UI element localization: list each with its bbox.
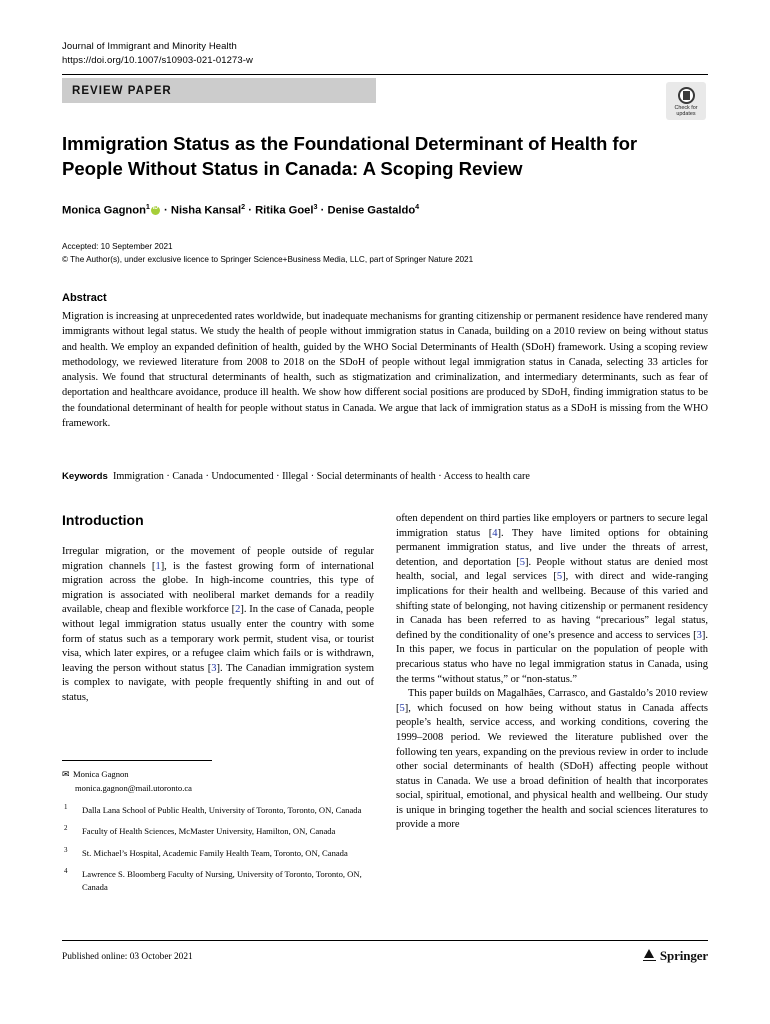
author-name[interactable]: Ritika Goel [255,204,314,217]
affiliation-text: Lawrence S. Bloomberg Faculty of Nursing, University of Toronto, Toronto, ON, Canada [82,869,362,892]
corresponding-author-email[interactable]: monica.gagnon@mail.utoronto.ca [75,783,192,794]
published-online-date: Published online: 03 October 2021 [62,952,193,962]
publisher-name: Springer [659,948,708,963]
author-affil-marker: 1 [145,202,150,211]
citation-link[interactable]: 1 [155,560,161,572]
footer-divider [62,940,708,941]
crossmark-icon [678,87,695,104]
paragraph-text: Irregular migration, or the movement of people outside of regular migration channels [ [62,546,374,572]
affiliation-item [62,868,382,893]
accepted-date: Accepted: 10 September 2021 [62,242,173,251]
citation-link[interactable]: 5 [519,556,525,568]
corresponding-author [62,768,374,795]
journal-name: Journal of Immigrant and Minority Health [62,41,237,52]
section-heading-introduction: Introduction [62,512,144,528]
springer-mark-icon [643,949,656,964]
footnote-divider [62,760,212,761]
author-name[interactable]: Monica Gagnon [62,204,146,217]
springer-logo [643,948,708,964]
author-affil-marker: 4 [415,202,420,211]
paragraph-text: ], is the fastest growing form of international migration across the globe. In high-income countries, this type of migration is associated with neoliberal market demands for a readily available, cheap and flexible workforce [ [62,560,374,616]
affiliation-item [62,804,382,816]
affiliation-item [62,825,382,837]
crossmark-label-line2: updates [676,111,696,117]
paragraph-text: This paper builds on Magalhães, Carrasco, and Gastaldo’s 2010 review [ [396,688,708,714]
copyright-notice: © The Author(s), under exclusive licence to Springer Science+Business Media, LLC, part of Springer Nature 2021 [62,255,474,264]
abstract-text: Migration is increasing at unprecedented rates worldwide, but inadequate mechanisms for granting citizenship or permanent residence have rendered many immigrants without legal status. We study the health of people without immigration status in Canada, building on a 2010 review on being without status and health. We employ an expanded definition of health, guided by the WHO Social Determinants of Health (SDoH) framework. Using a scoping review methodology, we reviewed literature from 2008 to 2018 on the SDoH of people without legal immigration status in Canada, selecting 33 articles for analysis. We found that structural determinants of health, such as stigmatization and criminalization, and intermediary determinants, such as fear of deportation and healthcare avoidance, produce ill health. We show how different social positions are produced by SDoH, finding immigration status to be the foundational determinant of health for people without status in Canada. We argue that lack of immigration status as a SDoH is missing from the WHO framework. [62,311,708,430]
paragraph-text: ]. In the case of Canada, people without legal immigration status usually enter the country with some form of status such as a temporary work permit, student visa, or tourist visa, which later expires, or a refugee claim which fails or is withdrawn, leaving the person without status [ [62,604,375,674]
paragraph [62,545,374,706]
orcid-icon[interactable] [151,206,160,215]
affiliation-number: 4 [64,867,68,876]
paragraph-text: often dependent on third parties like employers or partners to secure legal immigration status [ [396,513,708,539]
citation-link[interactable]: 5 [399,702,405,714]
masthead [62,40,708,68]
citation-link[interactable]: 3 [211,662,217,674]
author-affil-marker: 2 [241,202,246,211]
affiliation-number: 2 [64,824,68,833]
citation-link[interactable]: 3 [696,629,702,641]
check-for-updates-badge[interactable] [666,82,706,120]
crossmark-label-line1: Check for [674,104,698,111]
page-title: Immigration Status as the Foundational Determinant of Health for People Without Status in Canada: A Scoping Review [62,133,638,179]
affiliation-text: Dalla Lana School of Public Health, University of Toronto, Toronto, ON, Canada [82,805,362,815]
paragraph [396,512,708,687]
masthead-divider [62,74,708,75]
keywords [62,470,708,485]
body-column-right [396,512,708,833]
affiliation-text: Faculty of Health Sciences, McMaster University, Hamilton, ON, Canada [82,826,336,837]
author-name[interactable]: Denise Gastaldo [327,204,416,217]
affiliation-item [62,847,382,859]
citation-link[interactable]: 4 [492,527,498,539]
article-type-label: REVIEW PAPER [72,84,172,97]
citation-link[interactable]: 2 [235,604,241,616]
doi-link[interactable]: https://doi.org/10.1007/s10903-021-01273-w [62,54,253,66]
keywords-list: Immigration · Canada · Undocumented · Illegal · Social determinants of health · Access to health care [112,471,530,482]
citation-link[interactable]: 5 [556,571,563,583]
keywords-label: Keywords [62,471,108,482]
author-list: Monica Gagnon$^1$iD · Nisha Kansal$^2$ · Ritika Goel$^3$ · Denise Gastaldo$^4$ [62,202,708,219]
paragraph-text: ]. People without status are denied most health, social, and legal services [ [396,556,708,583]
paragraph-text: ]. In this paper, we focus in particular on the population of people with precarious status who have no legal immigration status in Canada, using the terms “without status,” or “non-status.” [396,629,708,685]
affiliations-list [62,804,382,902]
paragraph-text: ], with direct and wide-ranging implications for their health and wellbeing. Because of this varied and shifting state of belonging, not having citizenship or permanent residency in Canada has been referred to as having “precarious” legal status, defined by the conditionality of one’s presence and access to services [ [396,571,708,641]
corresponding-author-name: Monica Gagnon [73,769,129,779]
affiliation-number: 3 [64,845,68,854]
affiliation-text: St. Michael’s Hospital, Academic Family Health Team, Toronto, ON, Canada [82,847,348,858]
paragraph-text: ]. They have limited options for obtaining permanent immigration status, and live under the threats of arrest, detention, and deportation [ [396,527,708,568]
article-type-banner [62,78,376,103]
paragraph-text: ]. The Canadian immigration system is complex to navigate, with people frequently shifting in and out of status, [62,662,374,703]
author-name[interactable]: Nisha Kansal [170,204,242,217]
paragraph-text: ], which focused on how being without status in Canada affects people’s health, service access, and working conditions, covering the 1999–2008 period. We reviewed the literature published over the following ten years, expanding on the previous review in order to include other social determinants of health (SDoH) affecting people without status in Canada. We use a broad definition of health that incorporates social, spiritual, emotional, and physical health and wellbeing. Our study is unique in bringing together the health and social sciences literatures to provide a more [396,702,708,831]
abstract-heading: Abstract [62,292,107,304]
author-affil-marker: 3 [313,202,318,211]
body-column-left [62,512,374,706]
envelope-icon: ✉ [62,770,70,780]
affiliation-number: 1 [64,803,68,811]
paragraph [396,687,708,833]
